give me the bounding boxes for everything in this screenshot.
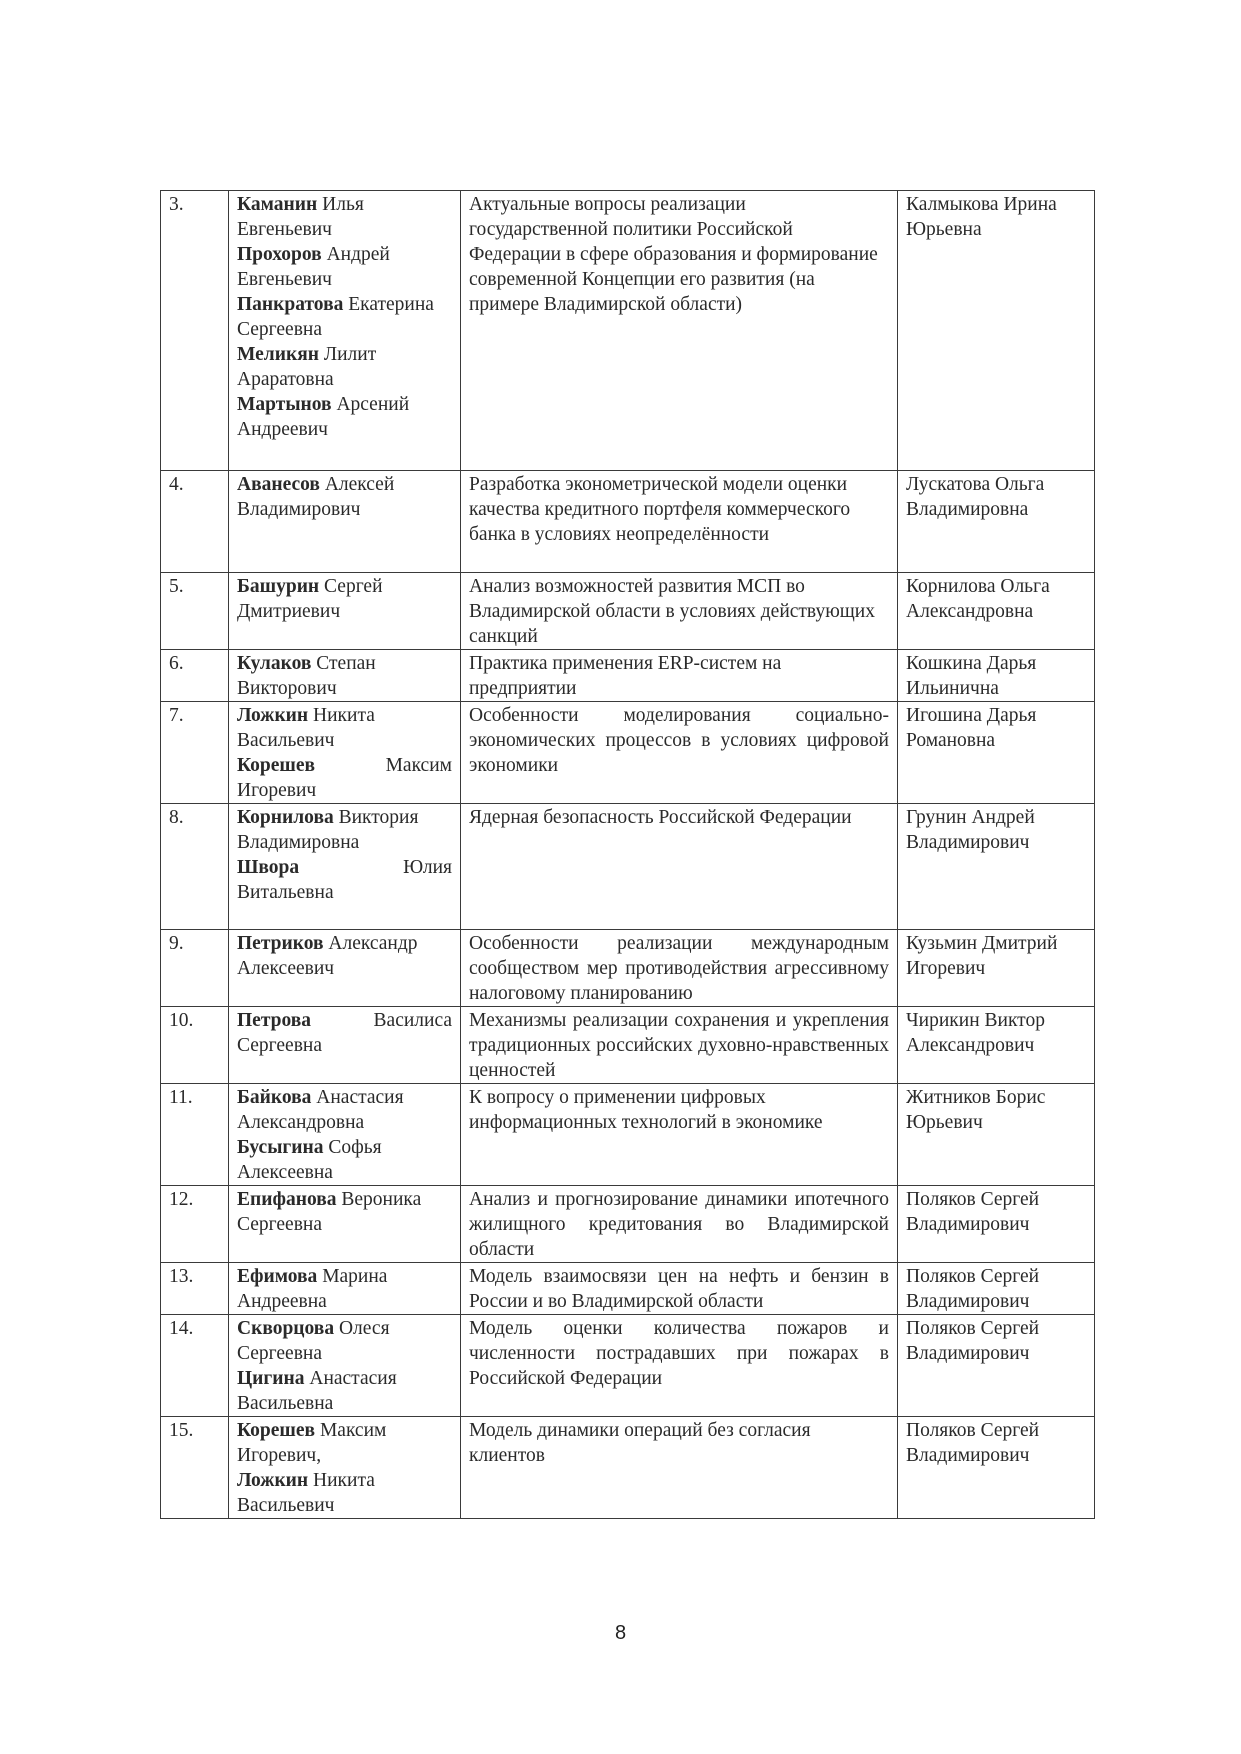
author-given-names: Екатерина Сергеевна: [237, 294, 434, 340]
author: [237, 1135, 452, 1185]
table-row: [161, 191, 1095, 471]
supervisor-cell: Поляков Сергей Владимирович: [898, 1315, 1095, 1417]
author-given-names: Анастасия Васильевна: [237, 1368, 397, 1414]
authors-cell: [229, 650, 461, 702]
author-surname: Аванесов: [237, 474, 320, 495]
author-surname: Епифанова: [237, 1189, 337, 1210]
author-surname: Петриков: [237, 933, 324, 954]
topic-cell: Анализ возможностей развития МСП во Владимирской области в условиях действующих санкций: [461, 573, 898, 650]
author: [237, 472, 452, 522]
author: [237, 1187, 452, 1237]
author: [237, 753, 452, 803]
topic-cell: Механизмы реализации сохранения и укрепления традиционных российских духовно-нравственных ценностей: [461, 1007, 898, 1084]
author: [237, 1366, 452, 1416]
supervisor-cell: Грунин Андрей Владимирович: [898, 804, 1095, 930]
table-row: [161, 702, 1095, 804]
author-surname: Скворцова: [237, 1318, 335, 1339]
authors-cell: [229, 1186, 461, 1263]
author: [237, 1316, 452, 1366]
author: [237, 931, 452, 981]
table-row: [161, 1186, 1095, 1263]
author-given-names: Марина Андреевна: [237, 1266, 388, 1312]
author-given-names: Никита Васильевич: [237, 1470, 375, 1516]
author-given-names: Вероника Сергеевна: [237, 1189, 422, 1235]
author-given-names: Арсений Андреевич: [237, 394, 410, 440]
row-number: 5.: [161, 573, 229, 650]
supervisor-cell: Кошкина Дарья Ильинична: [898, 650, 1095, 702]
author-surname: Прохоров: [237, 244, 322, 265]
supervisor-cell: Чирикин Виктор Александрович: [898, 1007, 1095, 1084]
author-surname: Корешев: [237, 1420, 316, 1441]
author: [237, 574, 452, 624]
author-given-names: Анастасия Александровна: [237, 1087, 404, 1133]
topic-cell: К вопросу о применении цифровых информационных технологий в экономике: [461, 1084, 898, 1186]
row-number: 6.: [161, 650, 229, 702]
author-given-names: Сергей Дмитриевич: [237, 576, 383, 622]
authors-cell: [229, 471, 461, 573]
supervisor-cell: Калмыкова Ирина Юрьевна: [898, 191, 1095, 471]
table-row: [161, 1315, 1095, 1417]
authors-cell: [229, 1007, 461, 1084]
topic-cell: Ядерная безопасность Российской Федерации: [461, 804, 898, 930]
row-number: 9.: [161, 930, 229, 1007]
table-row: [161, 1007, 1095, 1084]
table-row: [161, 650, 1095, 702]
author: [237, 855, 452, 905]
author-surname: Ложкин: [237, 705, 309, 726]
row-number: 4.: [161, 471, 229, 573]
author-surname: Корешев: [237, 755, 316, 776]
topic-cell: Модель динамики операций без согласия клиентов: [461, 1417, 898, 1519]
author-given-names: Алексей Владимирович: [237, 474, 395, 520]
table-row: [161, 1417, 1095, 1519]
row-number: 11.: [161, 1084, 229, 1186]
author-surname: Корнилова: [237, 807, 334, 828]
topic-cell: Практика применения ERP-систем на предприятии: [461, 650, 898, 702]
author-given-names: Лилит Араратовна: [237, 344, 377, 390]
topic-cell: Модель оценки количества пожаров и численности пострадавших при пожарах в Российской Федерации: [461, 1315, 898, 1417]
topic-cell: Разработка эконометрической модели оценки качества кредитного портфеля коммерческого банка в условиях неопределённости: [461, 471, 898, 573]
author-given-names: Виктория Владимировна: [237, 807, 419, 853]
author: [237, 292, 452, 342]
table-row: [161, 1263, 1095, 1315]
author-surname: Швора: [237, 857, 300, 878]
author: [237, 805, 452, 855]
row-number: 10.: [161, 1007, 229, 1084]
author: [237, 1085, 452, 1135]
author-surname: Цигина: [237, 1368, 305, 1389]
authors-cell: [229, 573, 461, 650]
author: [237, 651, 452, 701]
author: [237, 392, 452, 442]
table-row: [161, 930, 1095, 1007]
table-row: [161, 804, 1095, 930]
topic-cell: Анализ и прогнозирование динамики ипотечного жилищного кредитования во Владимирской области: [461, 1186, 898, 1263]
supervisor-cell: Поляков Сергей Владимирович: [898, 1417, 1095, 1519]
row-number: 3.: [161, 191, 229, 471]
supervisor-cell: Корнилова Ольга Александровна: [898, 573, 1095, 650]
row-number: 15.: [161, 1417, 229, 1519]
author: [237, 1008, 452, 1058]
author-given-names: Василиса Сергеевна: [237, 1010, 452, 1056]
topic-cell: Модель взаимосвязи цен на нефть и бензин в России и во Владимирской области: [461, 1263, 898, 1315]
author-given-names: Андрей Евгеньевич: [237, 244, 390, 290]
authors-cell: [229, 804, 461, 930]
author-surname: Ефимова: [237, 1266, 318, 1287]
author-given-names: Степан Викторович: [237, 653, 376, 699]
author-surname: Байкова: [237, 1087, 312, 1108]
authors-cell: [229, 1417, 461, 1519]
authors-cell: [229, 191, 461, 471]
author-given-names: Юлия Витальевна: [237, 857, 452, 903]
authors-cell: [229, 1315, 461, 1417]
table-row: [161, 573, 1095, 650]
topic-cell: Актуальные вопросы реализации государственной политики Российской Федерации в сфере образования и формирование современной Концепции его развития (на примере Владимирской области): [461, 191, 898, 471]
topics-table: [160, 190, 1095, 1519]
row-number: 12.: [161, 1186, 229, 1263]
row-number: 14.: [161, 1315, 229, 1417]
author-given-names: Софья Алексеевна: [237, 1137, 382, 1183]
author-surname: Бусыгина: [237, 1137, 324, 1158]
authors-cell: [229, 702, 461, 804]
author-given-names: Никита Васильевич: [237, 705, 375, 751]
supervisor-cell: Игошина Дарья Романовна: [898, 702, 1095, 804]
author-given-names: Илья Евгеньевич: [237, 194, 364, 240]
author-surname: Башурин: [237, 576, 320, 597]
author: [237, 1418, 452, 1468]
table-row: [161, 1084, 1095, 1186]
supervisor-cell: Лускатова Ольга Владимировна: [898, 471, 1095, 573]
author-given-names: Александр Алексеевич: [237, 933, 418, 979]
author: [237, 1468, 452, 1518]
supervisor-cell: Поляков Сергей Владимирович: [898, 1263, 1095, 1315]
row-number: 7.: [161, 702, 229, 804]
author: [237, 192, 452, 242]
authors-cell: [229, 1084, 461, 1186]
author: [237, 342, 452, 392]
author-surname: Каманин: [237, 194, 318, 215]
supervisor-cell: Поляков Сергей Владимирович: [898, 1186, 1095, 1263]
authors-cell: [229, 930, 461, 1007]
author-surname: Ложкин: [237, 1470, 309, 1491]
author-surname: Петрова: [237, 1010, 312, 1031]
author-given-names: Олеся Сергеевна: [237, 1318, 390, 1364]
page-number: 8: [614, 1622, 627, 1644]
author-given-names: Максим Игоревич,: [237, 1420, 387, 1466]
author: [237, 1264, 452, 1314]
author-given-names: Максим Игоревич: [237, 755, 452, 801]
topic-cell: Особенности моделирования социально-экономических процессов в условиях цифровой экономики: [461, 702, 898, 804]
row-number: 13.: [161, 1263, 229, 1315]
row-number: 8.: [161, 804, 229, 930]
author-surname: Кулаков: [237, 653, 312, 674]
table-row: [161, 471, 1095, 573]
author-surname: Меликян: [237, 344, 319, 365]
supervisor-cell: Житников Борис Юрьевич: [898, 1084, 1095, 1186]
authors-cell: [229, 1263, 461, 1315]
author-surname: Мартынов: [237, 394, 332, 415]
author: [237, 703, 452, 753]
author-surname: Панкратова: [237, 294, 344, 315]
supervisor-cell: Кузьмин Дмитрий Игоревич: [898, 930, 1095, 1007]
author: [237, 242, 452, 292]
topic-cell: Особенности реализации международным сообществом мер противодействия агрессивному налоговому планированию: [461, 930, 898, 1007]
